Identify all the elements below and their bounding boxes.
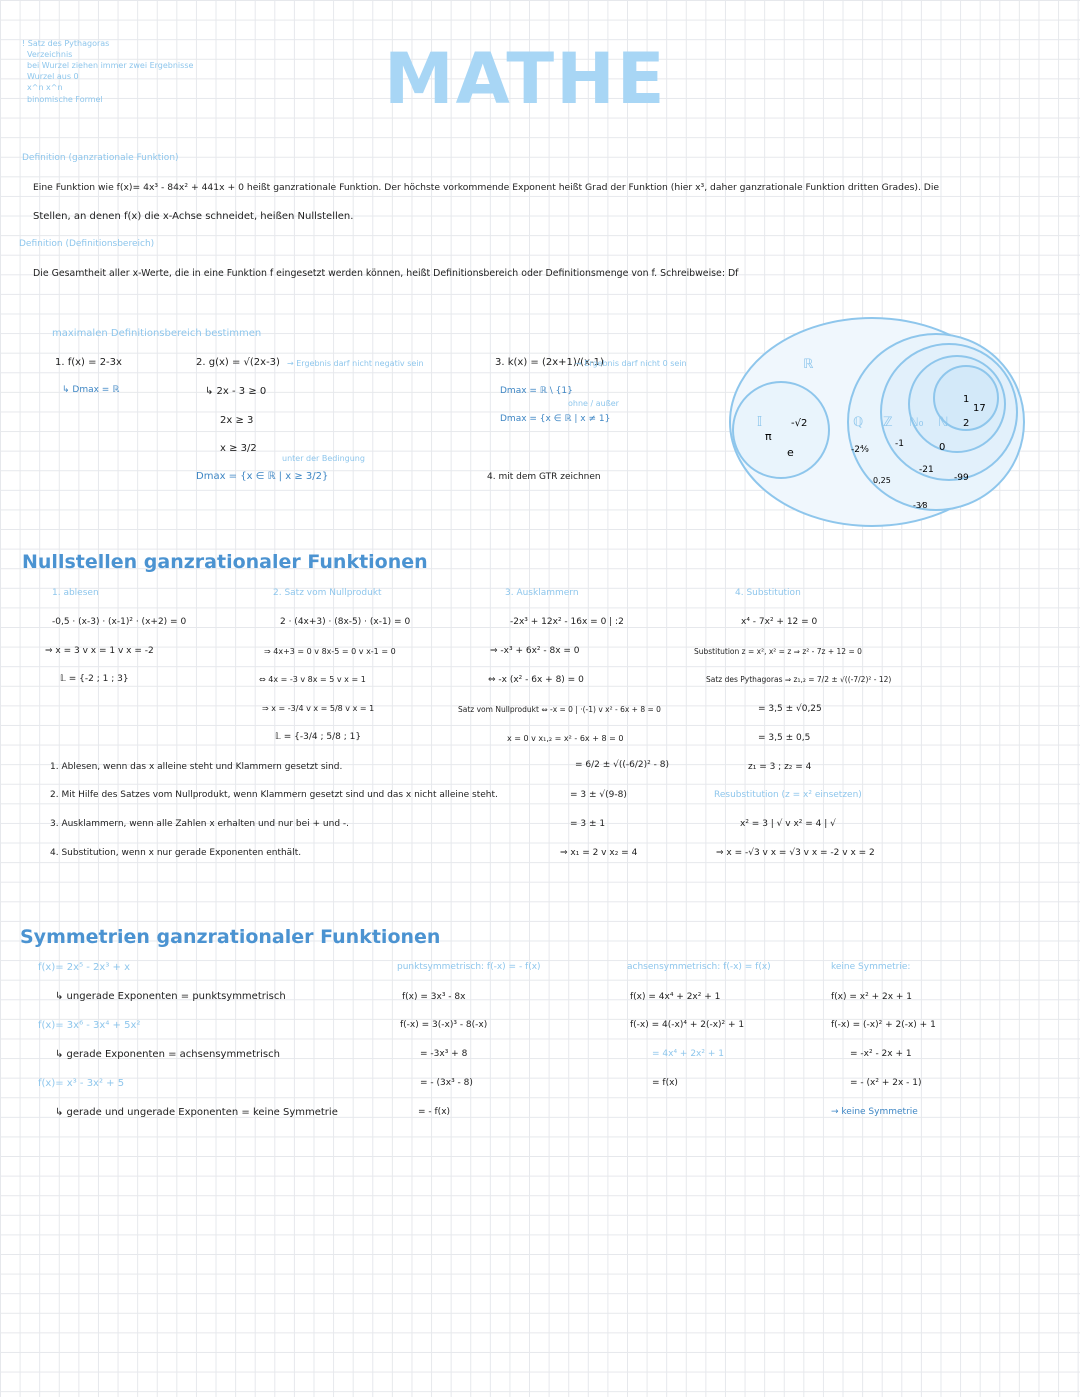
- math-line: f(x) = 4x⁴ + 2x² + 1: [630, 992, 721, 1002]
- math-line: = - f(x): [418, 1107, 451, 1117]
- note-text: 3. Ausklammern, wenn alle Zahlen x erhalten und nur bei + und -.: [50, 819, 350, 829]
- math-line: ⇒ x₁ = 2 v x₂ = 4: [560, 848, 638, 858]
- function-example: f(x)= x³ - 3x² + 5: [38, 1078, 125, 1089]
- set-element: -2⁴⁄₉: [851, 445, 869, 455]
- math-line: = -3x³ + 8: [420, 1049, 468, 1059]
- math-line: = 3 ± √(9-8): [570, 790, 627, 800]
- math-line: Dmax = ℝ \ {1}: [500, 386, 573, 396]
- set-element: -3⁄8: [913, 501, 928, 510]
- math-line: f(-x) = (-x)² + 2(-x) + 1: [831, 1020, 936, 1030]
- method-title: 2. Satz vom Nullprodukt: [273, 588, 382, 598]
- math-line: = - (x² + 2x - 1): [850, 1078, 922, 1088]
- hint-text: → Ergebnis darf nicht 0 sein: [575, 359, 687, 368]
- math-line: = 3,5 ± 0,5: [758, 733, 811, 743]
- math-line: ⇒ x = 3 v x = 1 v x = -2: [45, 646, 154, 656]
- note-text: 2. Mit Hilfe des Satzes vom Nullprodukt, wenn Klammern gesetzt sind und das x nicht alleine steht.: [50, 790, 498, 800]
- math-line: -0,5 · (x-3) · (x-1)² · (x+2) = 0: [52, 617, 187, 627]
- math-line: ⇒ -x³ + 6x² - 8x = 0: [490, 646, 580, 656]
- set-element: π: [765, 430, 772, 443]
- set-element: -99: [954, 473, 969, 483]
- rule-text: ↳ ungerade Exponenten = punktsymmetrisch: [55, 991, 286, 1002]
- set-element: -21: [919, 465, 934, 475]
- definition-label: Definition (ganzrationale Funktion): [22, 153, 179, 163]
- math-line: Dmax = {x ∈ ℝ | x ≥ 3/2}: [196, 471, 329, 482]
- math-line: f(-x) = 4(-x)⁴ + 2(-x)² + 1: [630, 1020, 745, 1030]
- math-line: x ≥ 3/2: [220, 443, 257, 454]
- math-line: 4. mit dem GTR zeichnen: [487, 472, 601, 482]
- math-line: ↳ 2x - 3 ≥ 0: [205, 386, 267, 397]
- number-sets-diagram: [725, 312, 1045, 532]
- column-title: achsensymmetrisch: f(-x) = f(x): [627, 962, 771, 972]
- math-line: f(x) = x² + 2x + 1: [831, 992, 913, 1002]
- math-line: Substitution z = x², x² = z ⇒ z² - 7z + 12 = 0: [694, 647, 862, 656]
- set-element: 1: [963, 394, 970, 405]
- note-text: 1. Ablesen, wenn das x alleine steht und Klammern gesetzt sind.: [50, 762, 343, 772]
- math-line: x² = 3 | √ v x² = 4 | √: [740, 819, 836, 829]
- math-line: 𝕃 = {-3/4 ; 5/8 ; 1}: [275, 732, 362, 742]
- section-heading: Nullstellen ganzrationaler Funktionen: [22, 551, 428, 573]
- set-I: [733, 382, 829, 478]
- set-label: ℤ: [883, 415, 893, 430]
- math-line: 2x ≥ 3: [220, 415, 254, 426]
- definition-text: Die Gesamtheit aller x-Werte, die in eine Funktion f eingesetzt werden können, heißt Definitionsbereich oder Definitionsmenge von f. Schreibweise: Df: [33, 268, 739, 279]
- method-title: 4. Substitution: [735, 588, 801, 598]
- math-line: = 6/2 ± √((-6/2)² - 8): [575, 760, 669, 770]
- math-line: = 3 ± 1: [570, 819, 606, 829]
- set-element: 0,25: [873, 476, 891, 485]
- hint-text: unter der Bedingung: [282, 454, 365, 463]
- math-line: ⇒ x = -√3 v x = √3 v x = -2 v x = 2: [716, 848, 875, 858]
- math-line: z₁ = 3 ; z₂ = 4: [748, 762, 812, 772]
- math-line: 2. g(x) = √(2x-3): [196, 357, 280, 368]
- note-line: binomische Formel: [27, 95, 103, 104]
- definition-text: Stellen, an denen f(x) die x-Achse schneidet, heißen Nullstellen.: [33, 211, 354, 222]
- math-line: = f(x): [652, 1078, 678, 1088]
- math-line: 3. k(x) = (2x+1)/(x-1): [495, 357, 604, 368]
- rule-text: ↳ gerade und ungerade Exponenten = keine Symmetrie: [55, 1107, 338, 1118]
- rule-text: ↳ gerade Exponenten = achsensymmetrisch: [55, 1049, 280, 1060]
- set-element: -√2: [791, 418, 808, 429]
- set-element: 0: [939, 442, 946, 453]
- page-title: MATHE: [384, 38, 667, 120]
- math-line: x = 0 v x₁,₂ = x² - 6x + 8 = 0: [507, 734, 624, 743]
- math-line: → keine Symmetrie: [831, 1107, 918, 1117]
- math-line: Dmax = {x ∈ ℝ | x ≠ 1}: [500, 414, 611, 424]
- set-element: 2: [963, 418, 970, 429]
- math-line: ⇔ -x (x² - 6x + 8) = 0: [488, 675, 584, 685]
- hint-text: → Ergebnis darf nicht negativ sein: [287, 359, 424, 368]
- math-line: -2x³ + 12x² - 16x = 0 | :2: [510, 617, 624, 627]
- section-heading: Symmetrien ganzrationaler Funktionen: [20, 926, 441, 948]
- column-title: punktsymmetrisch: f(-x) = - f(x): [397, 962, 541, 972]
- set-element: -1: [895, 439, 904, 449]
- note-line: ! Satz des Pythagoras: [22, 39, 110, 48]
- definition-label: Definition (Definitionsbereich): [19, 239, 155, 249]
- note-text: 4. Substitution, wenn x nur gerade Exponenten enthält.: [50, 848, 302, 858]
- method-title: Resubstitution (z = x² einsetzen): [714, 790, 862, 800]
- hint-text: ohne / außer: [568, 399, 619, 408]
- math-line: = -x² - 2x + 1: [850, 1049, 912, 1059]
- set-element: 17: [973, 403, 986, 414]
- math-line: 𝕃 = {-2 ; 1 ; 3}: [60, 674, 129, 684]
- note-line: bei Wurzel ziehen immer zwei Ergebnisse: [27, 61, 194, 70]
- math-line: f(-x) = 3(-x)³ - 8(-x): [400, 1020, 488, 1030]
- math-line: x⁴ - 7x² + 12 = 0: [741, 617, 818, 627]
- math-line: Satz vom Nullprodukt ⇔ -x = 0 | ·(-1) v x² - 6x + 8 = 0: [458, 705, 661, 714]
- set-label: ℕ₀: [909, 415, 924, 429]
- math-line: = 4x⁴ + 2x² + 1: [652, 1049, 724, 1059]
- math-line: f(x) = 3x³ - 8x: [402, 992, 466, 1002]
- note-line: Wurzel aus 0: [27, 72, 79, 81]
- math-line: 2 · (4x+3) · (8x-5) · (x-1) = 0: [280, 617, 411, 627]
- math-line: 1. f(x) = 2-3x: [55, 357, 122, 368]
- set-label: 𝕀: [757, 415, 763, 430]
- function-example: f(x)= 2x⁵ - 2x³ + x: [38, 962, 130, 973]
- math-line: = - (3x³ - 8): [420, 1078, 473, 1088]
- math-line: ⇒ 4x+3 = 0 v 8x-5 = 0 v x-1 = 0: [264, 647, 396, 656]
- function-example: f(x)= 3x⁶ - 3x⁴ + 5x²: [38, 1020, 141, 1031]
- math-line: = 3,5 ± √0,25: [758, 704, 822, 714]
- note-line: x^n x^n: [27, 83, 63, 92]
- math-line: ↳ Dmax = ℝ: [62, 385, 120, 395]
- set-label: ℝ: [803, 357, 814, 372]
- method-title: 3. Ausklammern: [505, 588, 579, 598]
- math-line: Satz des Pythagoras ⇒ z₁,₂ = 7/2 ± √((-7/2)² - 12): [706, 675, 892, 684]
- definition-text: Eine Funktion wie f(x)= 4x³ - 84x² + 441x + 0 heißt ganzrationale Funktion. Der höchste vorkommende Exponent heißt Grad der Funktion (hier x³, daher ganzrationale Funktion dritten Grades). Die: [33, 182, 940, 193]
- column-title: keine Symmetrie:: [831, 962, 911, 972]
- section-subheading: maximalen Definitionsbereich bestimmen: [52, 328, 262, 339]
- set-element: e: [787, 446, 794, 459]
- set-label: ℚ: [853, 415, 864, 430]
- method-title: 1. ablesen: [52, 588, 99, 598]
- math-line: ⇒ x = -3/4 v x = 5/8 v x = 1: [262, 704, 375, 713]
- note-line: Verzeichnis: [27, 50, 73, 59]
- set-label: ℕ: [938, 415, 949, 430]
- math-line: ⇔ 4x = -3 v 8x = 5 v x = 1: [259, 675, 366, 684]
